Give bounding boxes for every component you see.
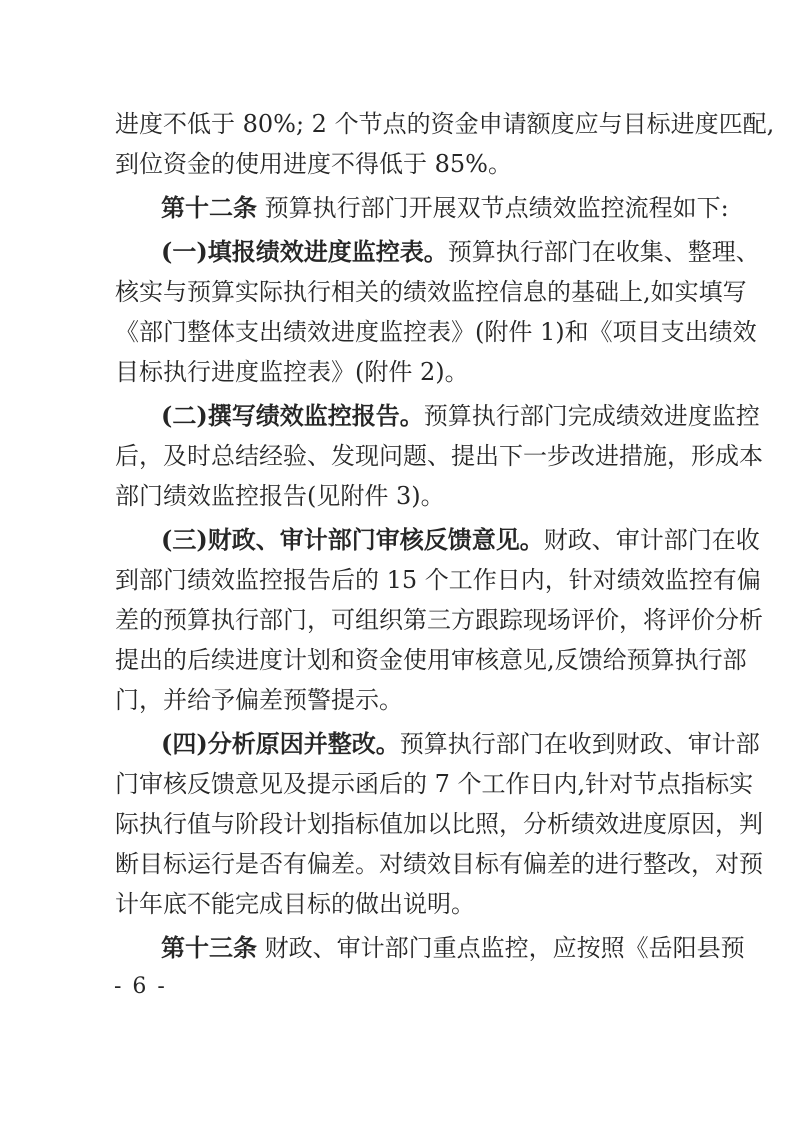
text-line	[115, 560, 761, 600]
text-line	[115, 312, 757, 352]
text-line	[115, 144, 678, 184]
text-line	[115, 188, 729, 228]
line-text: 门，并给予偏差预警提示。	[115, 686, 403, 714]
text-line	[115, 272, 747, 312]
paragraph	[115, 928, 745, 968]
line-text: 预算执行部门完成绩效进度监控	[423, 402, 760, 430]
text-line	[115, 520, 760, 560]
paragraph	[115, 104, 775, 184]
line-text: 财政、审计部门重点监控，应按照《岳阳县预	[257, 934, 745, 962]
paragraph	[115, 724, 763, 924]
line-text: 预算执行部门在收到财政、审计部	[399, 730, 760, 758]
paragraph	[115, 520, 763, 720]
line-text: 门审核反馈意见及提示函后的 7 个工作日内,针对节点指标实	[115, 770, 754, 798]
section-heading: (二)撰写绩效监控报告。	[161, 401, 424, 430]
line-text: 到部门绩效监控报告后的 15 个工作日内，针对绩效监控有偏	[115, 566, 761, 594]
text-line	[115, 884, 678, 924]
text-line	[115, 476, 678, 516]
line-text: 计年底不能完成目标的做出说明。	[115, 890, 475, 918]
line-text: 到位资金的使用进度不得低于 85%。	[115, 150, 512, 178]
line-text: 断目标运行是否有偏差。对绩效目标有偏差的进行整改，对预	[115, 850, 763, 878]
paragraph	[115, 396, 763, 516]
paragraph	[115, 188, 729, 228]
line-text: 进度不低于 80%; 2 个节点的资金申请额度应与目标进度匹配,	[115, 110, 775, 138]
line-text: 部门绩效监控报告(见附件 3)。	[115, 482, 445, 510]
line-text: 预算执行部门开展双节点绩效监控流程如下:	[257, 194, 729, 222]
text-line	[115, 724, 760, 764]
text-line	[115, 232, 760, 272]
section-heading: 第十二条	[161, 193, 257, 222]
line-text: 提出的后续进度计划和资金使用审核意见,反馈给预算执行部	[115, 646, 747, 674]
line-text: 核实与预算实际执行相关的绩效监控信息的基础上,如实填写	[115, 278, 747, 306]
line-text: 际执行值与阶段计划指标值加以比照，分析绩效进度原因，判	[115, 810, 763, 838]
text-line	[115, 436, 763, 476]
section-heading: (三)财政、审计部门审核反馈意见。	[161, 525, 544, 554]
line-text: 预算执行部门在收集、整理、	[447, 238, 760, 266]
line-text: 财政、审计部门在收	[543, 526, 760, 554]
section-heading: (四)分析原因并整改。	[161, 729, 400, 758]
line-text: 后，及时总结经验、发现问题、提出下一步改进措施，形成本	[115, 442, 763, 470]
section-heading: (一)填报绩效进度监控表。	[161, 237, 448, 266]
line-text: 差的预算执行部门，可组织第三方跟踪现场评价，将评价分析	[115, 606, 763, 634]
text-line	[115, 804, 763, 844]
paragraph	[115, 232, 760, 392]
page-number: - 6 -	[114, 974, 167, 999]
text-line	[115, 764, 754, 804]
line-text: 目标执行进度监控表》(附件 2)。	[115, 358, 469, 386]
line-text: 《部门整体支出绩效进度监控表》(附件 1)和《项目支出绩效	[115, 318, 757, 346]
text-line	[115, 396, 760, 436]
section-heading: 第十三条	[161, 933, 257, 962]
text-line	[115, 640, 747, 680]
text-line	[115, 600, 763, 640]
document-body	[115, 104, 775, 972]
text-line	[115, 104, 775, 144]
text-line	[115, 352, 678, 392]
text-line	[115, 844, 763, 884]
text-line	[115, 928, 745, 968]
text-line	[115, 680, 678, 720]
